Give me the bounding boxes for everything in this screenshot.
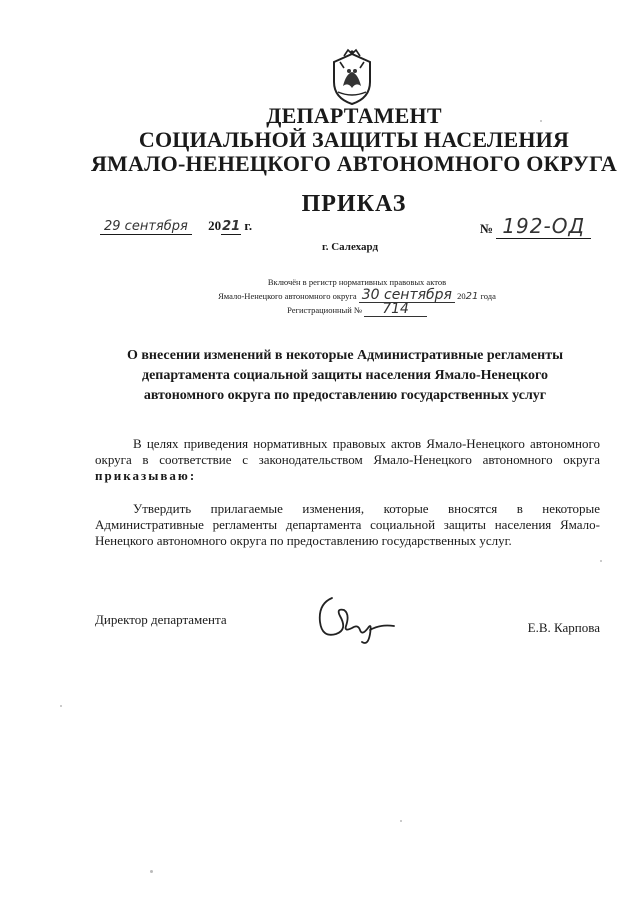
order-directive-word: приказываю: xyxy=(95,468,197,483)
scan-speck xyxy=(540,120,542,122)
registration-year-prefix: 20 xyxy=(457,291,466,301)
order-year-handwritten: 21 xyxy=(222,219,241,234)
document-type-title: ПРИКАЗ xyxy=(301,191,407,217)
order-number xyxy=(480,214,591,238)
order-preamble xyxy=(95,436,600,484)
department-title-line1: ДЕПАРТАМЕНТ xyxy=(266,103,442,128)
city: г. Салехард xyxy=(321,241,379,253)
scan-speck xyxy=(600,560,602,562)
order-date-handwritten: 29 сентября xyxy=(100,219,192,235)
order-number-handwritten: 192-ОД xyxy=(496,214,591,239)
order-directive: Утвердить прилагаемые изменения, которые вносятся в некоторые Административные регламенты департамента социальной защиты населения Ямало-Ненецкого автономного округа по предоставлению государственных услуг. xyxy=(95,501,600,548)
registration-line1: Включён в регистр нормативных правовых актов xyxy=(267,277,447,287)
order-preamble-text: В целях приведения нормативных правовых актов Ямало-Ненецкого автономного округа в соответствие с законодательством Ямало-Ненецкого автономного округа xyxy=(95,436,600,467)
order-subject: О внесении изменений в некоторые Административные регламенты департамента социальной защиты населения Ямало-Ненецкого автономного округа по предоставлению государственных услуг xyxy=(126,348,564,403)
registration-line3 xyxy=(192,303,522,317)
department-title-line2: СОЦИАЛЬНОЙ ЗАЩИТЫ НАСЕЛЕНИЯ xyxy=(138,127,570,152)
registration-year-suffix: года xyxy=(480,291,496,301)
registration-stamp xyxy=(192,276,522,317)
handwritten-signature xyxy=(310,590,410,650)
signatory-name: Е.В. Карпова xyxy=(527,620,600,635)
order-year-suffix: г. xyxy=(244,218,253,233)
order-date xyxy=(100,218,252,234)
registration-number-handwritten: 714 xyxy=(364,303,427,317)
department-title-line3: ЯМАЛО-НЕНЕЦКОГО АВТОНОМНОГО ОКРУГА xyxy=(90,151,618,176)
scan-speck xyxy=(400,820,402,822)
registration-year-handwritten: 21 xyxy=(465,291,479,302)
registration-date-handwritten: 30 сентября xyxy=(359,289,455,303)
registration-region: Ямало-Ненецкого автономного округа xyxy=(218,291,357,301)
order-number-prefix: № xyxy=(480,221,494,236)
signatory-role: Директор департамента xyxy=(95,612,227,627)
registration-line2 xyxy=(192,289,522,303)
order-year-prefix: 20 xyxy=(208,218,222,233)
registration-number-label: Регистрационный № xyxy=(287,305,363,315)
scan-speck xyxy=(60,705,62,707)
coat-of-arms-icon xyxy=(330,48,374,106)
scan-speck xyxy=(150,870,153,873)
